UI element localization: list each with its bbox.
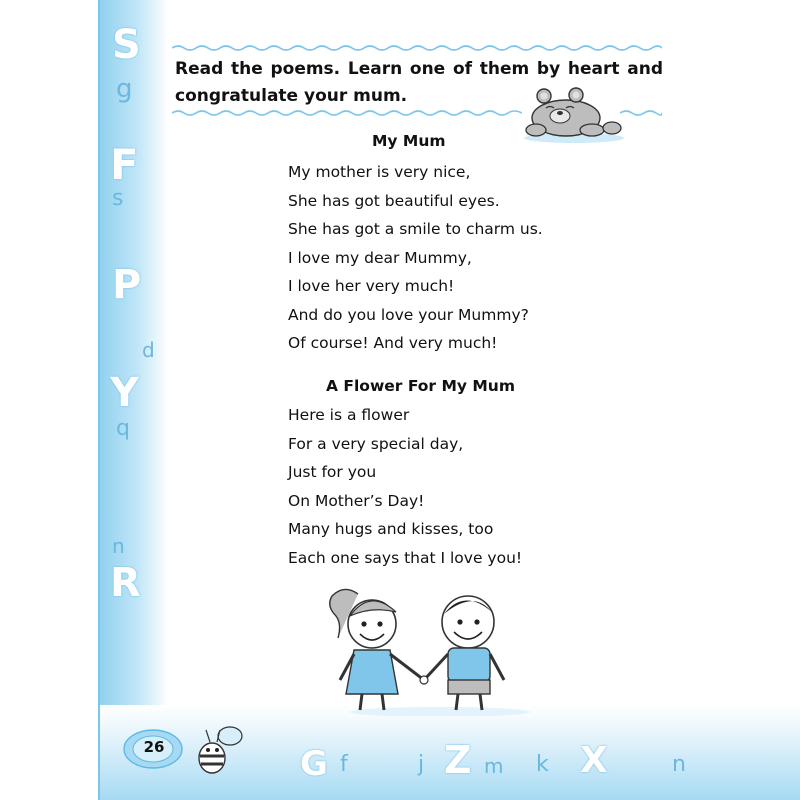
- page-number: 26: [143, 738, 165, 756]
- poem-line: Just for you: [288, 463, 377, 481]
- poem-lines: [288, 401, 522, 572]
- side-letter: n: [112, 534, 125, 558]
- poem-line: She has got beautiful eyes.: [288, 191, 500, 210]
- side-letter: s: [112, 186, 124, 211]
- side-letter: S: [112, 22, 141, 68]
- bottom-letter: Z: [444, 738, 472, 782]
- poem-line: On Mother’s Day!: [288, 491, 425, 510]
- side-letter: q: [116, 416, 130, 441]
- children-holding-hands-illustration: [310, 584, 560, 716]
- side-letter: F: [110, 140, 139, 189]
- poem-line: And do you love your Mummy?: [288, 305, 529, 324]
- poem-line: My mother is very nice,: [288, 163, 471, 181]
- bottom-letter: n: [672, 752, 686, 777]
- poem-line: Each one says that I love you!: [288, 548, 523, 567]
- poem-line: She has got a smile to charm us.: [288, 220, 543, 238]
- wavy-rule-bottom: [172, 109, 522, 117]
- sleeping-bear-illustration: [516, 86, 628, 144]
- poem-line: I love my dear Mummy,: [288, 248, 472, 267]
- bee-icon: [190, 722, 248, 778]
- poem-lines: [288, 158, 543, 358]
- poem-title: My Mum: [372, 132, 446, 150]
- poem-line: Many hugs and kisses, too: [288, 520, 494, 538]
- bottom-letter: X: [580, 740, 608, 781]
- side-letter: d: [142, 338, 155, 362]
- side-letter: P: [112, 262, 142, 308]
- poem-line: I love her very much!: [288, 277, 455, 295]
- bottom-letter: k: [536, 752, 549, 777]
- poem-line: Of course! And very much!: [288, 334, 498, 352]
- bottom-letter: G: [300, 744, 328, 784]
- side-letter: Y: [110, 370, 139, 416]
- wavy-rule-top: [172, 44, 662, 52]
- poem-title: A Flower For My Mum: [326, 377, 515, 395]
- bottom-letter: j: [418, 752, 425, 777]
- page-edge: [98, 0, 100, 800]
- side-letter: R: [110, 560, 141, 606]
- side-letter: g: [116, 74, 133, 104]
- exercise-instruction: Read the poems. Learn one of them by heart and congratulate your mum.: [175, 59, 663, 106]
- poem-line: For a very special day,: [288, 434, 464, 453]
- poem-line: Here is a flower: [288, 406, 410, 424]
- bottom-letter: m: [484, 754, 504, 778]
- bottom-letter: f: [340, 752, 348, 777]
